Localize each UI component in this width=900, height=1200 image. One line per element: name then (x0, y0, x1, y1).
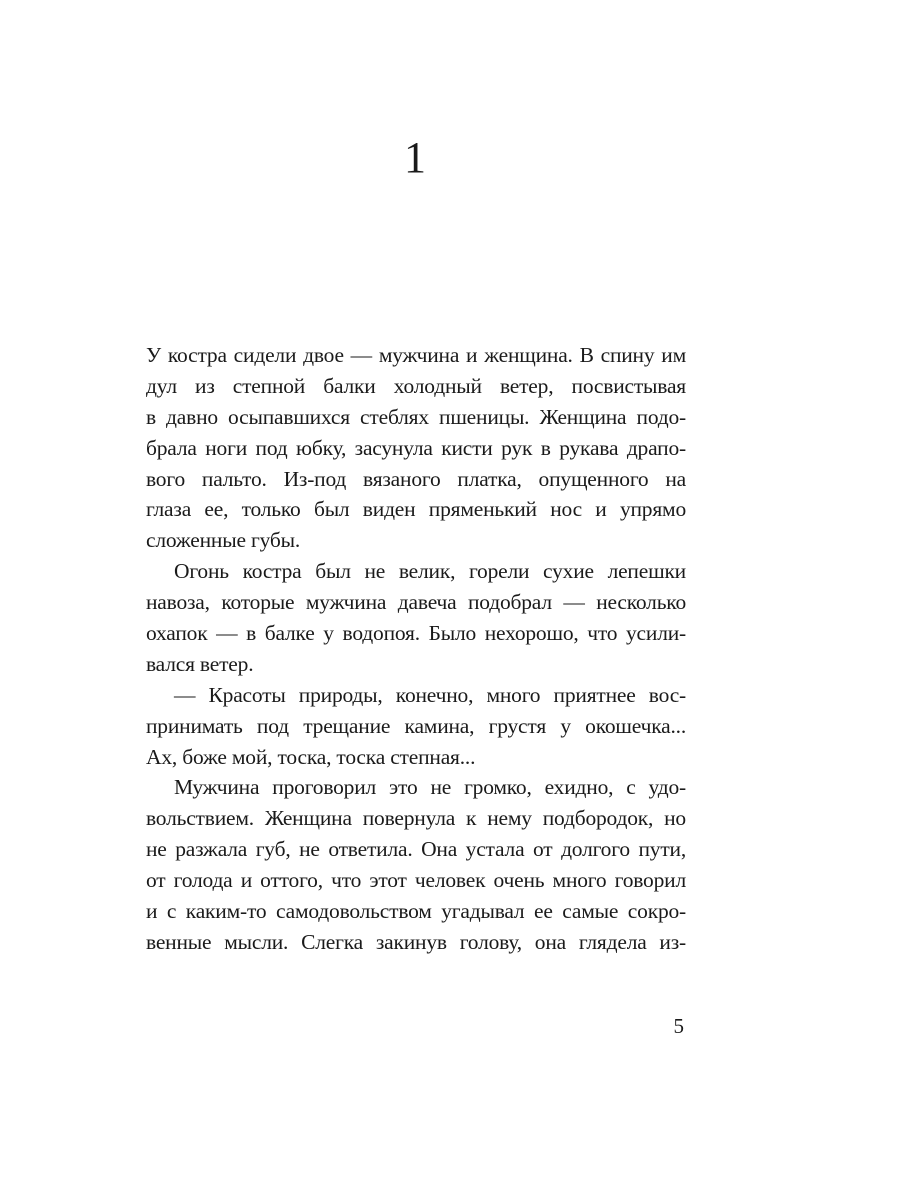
text-line: охапок — в балке у водопоя. Было нехорошо, что усили- (146, 621, 686, 646)
text-line: вольствием. Женщина повернула к нему подбородок, но (146, 806, 686, 831)
text-line: вался ветер. (146, 651, 254, 676)
text-line: дул из степной балки холодный ветер, посвистывая (146, 373, 686, 398)
text-line: не разжала губ, не ответила. Она устала от долгого пути, (146, 837, 686, 862)
text-line: У костра сидели двое — мужчина и женщина. В спину им (146, 343, 686, 367)
body-text (146, 340, 686, 958)
text-line: от голода и оттого, что этот человек очень много говорил (146, 868, 686, 893)
text-line: — Красоты природы, конечно, много приятнее вос- (174, 682, 686, 707)
text-line: венные мысли. Слегка закинув голову, она глядела из- (146, 929, 686, 954)
text-line: Огонь костра был не велик, горели сухие лепешки (174, 559, 686, 584)
chapter-number: 1 (404, 133, 426, 182)
text-line: Ах, боже мой, тоска, тоска степная... (146, 744, 476, 769)
text-line: и с каким-то самодовольством угадывал ее самые сокро- (146, 899, 686, 924)
text-line: в давно осыпавшихся стеблях пшеницы. Женщина подо- (146, 404, 686, 429)
text-line: сложенные губы. (146, 528, 301, 553)
page-number: 5 (673, 1014, 684, 1038)
text-line: навоза, которые мужчина давеча подобрал — несколько (146, 590, 686, 615)
text-line: брала ноги под юбку, засунула кисти рук в рукава драпо- (146, 435, 686, 460)
text-line: глаза ее, только был виден пряменький нос и упрямо (146, 497, 686, 522)
text-line: принимать под трещание камина, грустя у окошечка... (146, 713, 686, 738)
text-line: Мужчина проговорил это не громко, ехидно, с удо- (174, 775, 686, 800)
text-line: вого пальто. Из-под вязаного платка, опущенного на (146, 466, 686, 491)
